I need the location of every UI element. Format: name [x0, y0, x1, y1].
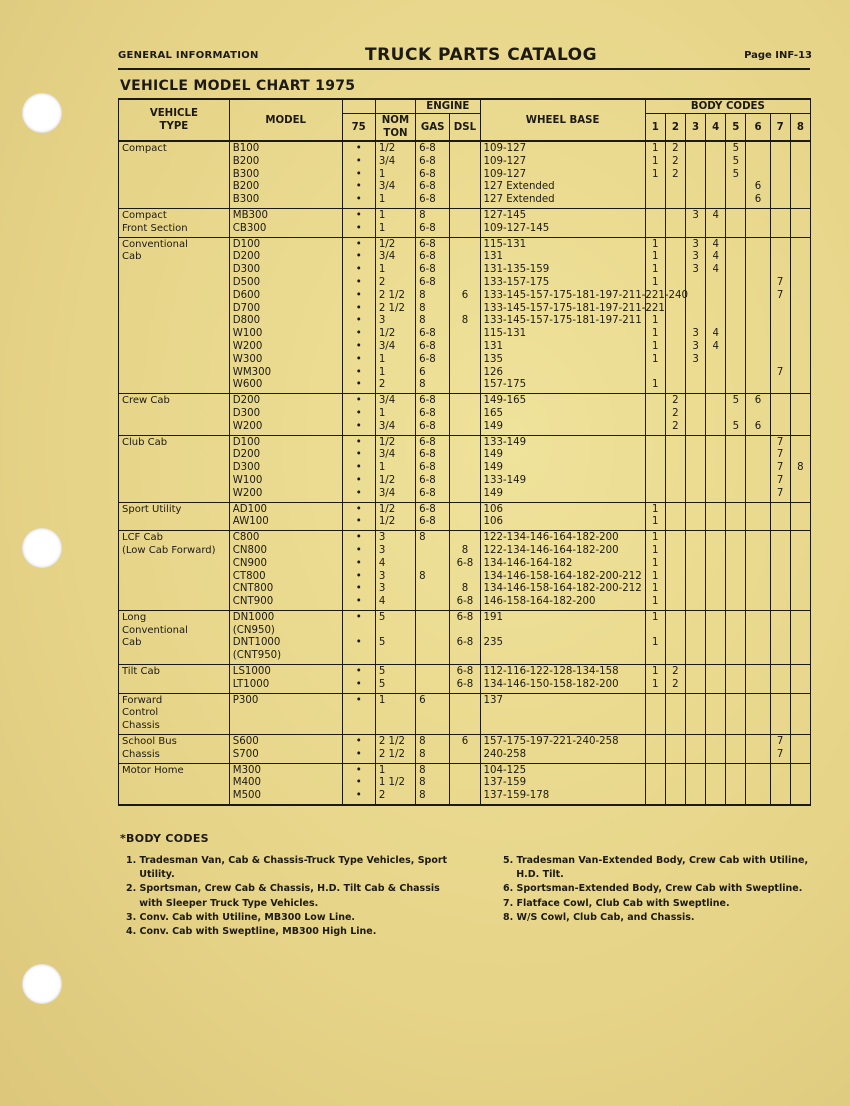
dsl-cell: 6 — [450, 735, 480, 764]
model-cell: DN1000 (CN950) DNT1000 (CNT950) — [229, 610, 342, 664]
body-code-cell: 6 6 — [746, 394, 770, 435]
body-code-cell — [706, 610, 726, 664]
body-code-cell — [746, 693, 770, 734]
gas-cell: 6-8 6-8 — [416, 502, 450, 531]
footnote-item: 3. Conv. Cab with Utiline, MB300 Low Line. — [126, 911, 356, 923]
body-code-cell — [685, 435, 705, 502]
body-code-cell — [790, 763, 810, 805]
body-code-header: 8 — [790, 114, 810, 142]
vehicle-type-cell: Motor Home — [119, 763, 230, 805]
model-cell: P300 — [229, 693, 342, 734]
chart-title: VEHICLE MODEL CHART 1975 — [120, 78, 356, 94]
body-code-cell — [706, 693, 726, 734]
body-code-cell — [706, 735, 726, 764]
year-75-cell: • • — [342, 665, 375, 694]
dsl-cell: 6 8 — [450, 237, 480, 394]
body-code-cell — [770, 502, 790, 531]
dsl-header: DSL — [450, 114, 480, 142]
body-code-cell — [726, 763, 746, 805]
vehicle-type-cell: Compact Front Section — [119, 208, 230, 237]
body-code-header: 5 — [726, 114, 746, 142]
vehicle-type-cell: Tilt Cab — [119, 665, 230, 694]
body-code-cell — [665, 693, 685, 734]
vehicle-type-header: VEHICLE TYPE — [119, 99, 230, 141]
dsl-cell — [450, 394, 480, 435]
body-code-cell — [685, 763, 705, 805]
nom-ton-cell: 2 1/2 2 1/2 — [375, 735, 415, 764]
gas-cell: 6 — [416, 693, 450, 734]
nom-ton-cell: 1 — [375, 693, 415, 734]
dsl-cell: 6-8 6-8 — [450, 665, 480, 694]
model-cell: MB300 CB300 — [229, 208, 342, 237]
nom-ton-header: NOM TON — [375, 114, 415, 142]
body-code-cell — [790, 237, 810, 394]
gas-cell: 8 8 — [416, 735, 450, 764]
vehicle-type-cell: Conventional Cab — [119, 237, 230, 394]
body-code-cell: 7 7 7 — [770, 237, 790, 394]
wheel-base-header: WHEEL BASE — [480, 99, 645, 141]
footnote-item: 5. Tradesman Van-Extended Body, Crew Cab with Utiline, H.D. Tilt. — [503, 855, 809, 881]
body-code-cell: 4 4 4 4 4 — [706, 237, 726, 394]
wheel-base-cell: 133-149 149 149 133-149 149 — [480, 435, 645, 502]
body-code-cell — [706, 394, 726, 435]
nom-ton-cell: 1/2 3/4 1 3/4 1 — [375, 141, 415, 208]
body-code-cell — [726, 237, 746, 394]
model-header: MODEL — [229, 99, 342, 141]
nom-ton-cell: 1 1 1/2 2 — [375, 763, 415, 805]
vehicle-type-cell: Forward Control Chassis — [119, 693, 230, 734]
catalog-title: TRUCK PARTS CATALOG — [365, 45, 598, 65]
body-code-cell: 2 2 2 — [665, 141, 685, 208]
body-code-cell — [706, 435, 726, 502]
body-code-cell — [746, 435, 770, 502]
body-code-cell — [726, 502, 746, 531]
body-code-cell — [645, 208, 665, 237]
body-code-cell — [645, 435, 665, 502]
body-code-cell — [685, 735, 705, 764]
body-code-cell — [790, 502, 810, 531]
vehicle-type-cell: Crew Cab — [119, 394, 230, 435]
body-code-cell — [770, 141, 790, 208]
wheel-base-cell: 112-116-122-128-134-158 134-146-150-158-182-200 — [480, 665, 645, 694]
footnote-item: 8. W/S Cowl, Club Cab, and Chassis. — [503, 911, 695, 923]
model-cell: D100 D200 D300 D500 D600 D700 D800 W100 W200 W300 WM300 W600 — [229, 237, 342, 394]
body-code-cell — [770, 763, 790, 805]
body-code-cell — [726, 665, 746, 694]
footnote-item: 6. Sportsman-Extended Body, Crew Cab with Sweptline. — [503, 883, 803, 895]
body-code-cell: 2 2 — [665, 665, 685, 694]
body-code-cell — [685, 531, 705, 611]
nom-ton-cell: 1/2 3/4 1 1/2 3/4 — [375, 435, 415, 502]
wheel-base-cell: 157-175-197-221-240-258 240-258 — [480, 735, 645, 764]
body-code-cell — [706, 763, 726, 805]
nom-ton-cell: 5 5 — [375, 665, 415, 694]
nom-ton-cell: 3/4 1 3/4 — [375, 394, 415, 435]
body-code-cell — [770, 693, 790, 734]
model-cell: D100 D200 D300 W100 W200 — [229, 435, 342, 502]
body-code-cell — [790, 394, 810, 435]
year-75-cell: • • • • • • • • • • • • — [342, 237, 375, 394]
footnote-item: 7. Flatface Cowl, Club Cab with Sweptline. — [503, 897, 730, 909]
vehicle-type-cell: Club Cab — [119, 435, 230, 502]
body-code-cell — [790, 531, 810, 611]
model-cell: AD100 AW100 — [229, 502, 342, 531]
nom-ton-cell: 1/2 3/4 1 2 2 1/2 2 1/2 3 1/2 3/4 1 1 2 — [375, 237, 415, 394]
body-code-cell: 2 2 2 — [665, 394, 685, 435]
body-code-cell — [665, 237, 685, 394]
model-cell: B100 B200 B300 B200 B300 — [229, 141, 342, 208]
model-cell: M300 M400 M500 — [229, 763, 342, 805]
dsl-cell — [450, 502, 480, 531]
body-code-cell — [685, 141, 705, 208]
body-code-cell — [746, 208, 770, 237]
body-code-cell — [726, 208, 746, 237]
gas-cell: 6-8 6-8 6-8 6-8 6-8 — [416, 141, 450, 208]
binder-hole-bottom — [22, 964, 62, 1004]
nom-ton-cell: 1 1 — [375, 208, 415, 237]
gas-header: GAS — [416, 114, 450, 142]
table-row — [119, 763, 811, 805]
model-cell: D200 D300 W200 — [229, 394, 342, 435]
body-code-cell — [706, 141, 726, 208]
body-code-cell — [645, 394, 665, 435]
body-code-cell — [770, 531, 790, 611]
year-75-cell: • • — [342, 610, 375, 664]
body-code-cell — [790, 208, 810, 237]
body-codes-header: BODY CODES — [645, 99, 810, 114]
body-code-cell — [746, 735, 770, 764]
body-code-header: 2 — [665, 114, 685, 142]
body-code-cell: 1 1 — [645, 502, 665, 531]
dsl-cell — [450, 141, 480, 208]
nom-ton-cell: 5 5 — [375, 610, 415, 664]
body-code-cell: 3 3 3 3 3 3 — [685, 237, 705, 394]
model-cell: S600 S700 — [229, 735, 342, 764]
body-code-cell — [685, 610, 705, 664]
dsl-cell: 6-8 6-8 — [450, 610, 480, 664]
table-body — [119, 141, 811, 805]
blank-header — [342, 99, 375, 114]
body-code-cell — [665, 610, 685, 664]
year-75-cell: • • • • • — [342, 141, 375, 208]
body-code-header: 3 — [685, 114, 705, 142]
dsl-cell — [450, 693, 480, 734]
model-cell: LS1000 LT1000 — [229, 665, 342, 694]
vehicle-type-cell: LCF Cab (Low Cab Forward) — [119, 531, 230, 611]
body-code-cell — [726, 693, 746, 734]
body-code-cell — [685, 502, 705, 531]
table-row — [119, 502, 811, 531]
body-code-cell — [706, 531, 726, 611]
wheel-base-cell: 127-145 109-127-145 — [480, 208, 645, 237]
table-row — [119, 693, 811, 734]
body-code-cell — [706, 502, 726, 531]
body-code-cell — [790, 141, 810, 208]
table-row — [119, 208, 811, 237]
body-code-cell — [665, 208, 685, 237]
gas-cell: 8 8 8 — [416, 763, 450, 805]
body-code-cell — [685, 394, 705, 435]
wheel-base-cell: 109-127 109-127 109-127 127 Extended 127 Extended — [480, 141, 645, 208]
body-code-cell — [665, 763, 685, 805]
body-code-cell — [726, 435, 746, 502]
gas-cell — [416, 665, 450, 694]
body-code-cell — [665, 435, 685, 502]
dsl-cell — [450, 763, 480, 805]
vehicle-type-cell: Sport Utility — [119, 502, 230, 531]
body-code-cell — [746, 502, 770, 531]
body-code-header: 1 — [645, 114, 665, 142]
body-code-cell — [770, 394, 790, 435]
year-75-cell: • • • • • • — [342, 531, 375, 611]
section-label: GENERAL INFORMATION — [118, 50, 259, 61]
body-code-cell: 5 5 5 — [726, 141, 746, 208]
wheel-base-cell: 149-165 165 149 — [480, 394, 645, 435]
wheel-base-cell: 115-131 131 131-135-159 133-157-175 133-145-157-175-181-197-211-221-240 133-145-157-175-181-197-211-221 133-145-157-175-181-197-211 115-131 131 135 126 157-175 — [480, 237, 645, 394]
body-code-cell — [645, 693, 665, 734]
wheel-base-cell: 191 235 — [480, 610, 645, 664]
body-code-cell: 1 1 1 1 1 1 — [645, 531, 665, 611]
wheel-base-cell: 104-125 137-159 137-159-178 — [480, 763, 645, 805]
wheel-base-cell: 137 — [480, 693, 645, 734]
vehicle-type-cell: School Bus Chassis — [119, 735, 230, 764]
table-row — [119, 665, 811, 694]
gas-cell: 6-8 6-8 6-8 6-8 6-8 — [416, 435, 450, 502]
body-code-cell — [726, 610, 746, 664]
body-code-cell — [665, 502, 685, 531]
body-code-cell — [790, 735, 810, 764]
body-code-cell: 6 6 — [746, 141, 770, 208]
body-code-cell — [746, 610, 770, 664]
footnotes-right-column — [503, 854, 823, 925]
year-75-cell: • • — [342, 502, 375, 531]
footnote-item: 1. Tradesman Van, Cab & Chassis-Truck Type Vehicles, Sport Utility. — [126, 855, 448, 881]
body-code-cell — [665, 735, 685, 764]
footnotes-title: *BODY CODES — [120, 832, 209, 845]
body-code-cell — [790, 665, 810, 694]
dsl-cell — [450, 435, 480, 502]
body-code-cell: 3 — [685, 208, 705, 237]
body-code-cell — [770, 610, 790, 664]
gas-cell — [416, 610, 450, 664]
year-75-cell: • • • • • — [342, 435, 375, 502]
body-code-cell: 8 — [790, 435, 810, 502]
body-code-cell: 1 1 1 1 1 1 1 1 1 — [645, 237, 665, 394]
year-75-header: 75 — [342, 114, 375, 142]
binder-hole-middle — [22, 528, 62, 568]
gas-cell: 6-8 6-8 6-8 — [416, 394, 450, 435]
body-code-cell — [770, 208, 790, 237]
body-code-cell — [645, 735, 665, 764]
body-code-header: 4 — [706, 114, 726, 142]
nom-ton-cell: 1/2 1/2 — [375, 502, 415, 531]
vehicle-model-table — [118, 98, 811, 806]
body-code-cell — [665, 531, 685, 611]
nom-ton-cell: 3 3 4 3 3 4 — [375, 531, 415, 611]
body-codes-footnotes — [120, 832, 820, 938]
body-code-cell — [746, 665, 770, 694]
table-row — [119, 435, 811, 502]
wheel-base-cell: 122-134-146-164-182-200 122-134-146-164-182-200 134-146-164-182 134-146-158-164-182-200-212 134-146-158-164-182-200-212 146-158-164-182-200 — [480, 531, 645, 611]
dsl-cell — [450, 208, 480, 237]
year-75-cell: • • • — [342, 763, 375, 805]
body-code-cell — [726, 531, 746, 611]
gas-cell: 8 8 — [416, 531, 450, 611]
body-code-cell: 7 7 — [770, 735, 790, 764]
body-code-cell — [645, 763, 665, 805]
body-code-cell — [790, 610, 810, 664]
footnote-item: 2. Sportsman, Crew Cab & Chassis, H.D. Tilt Cab & Chassis with Sleeper Truck Type Vehicles. — [126, 883, 440, 909]
header-rule — [118, 68, 810, 70]
body-code-cell: 1 1 1 — [645, 141, 665, 208]
vehicle-type-cell: Compact — [119, 141, 230, 208]
table-row — [119, 141, 811, 208]
footnote-item: 4. Conv. Cab with Sweptline, MB300 High Line. — [126, 926, 377, 938]
body-code-cell — [770, 665, 790, 694]
table-row — [119, 531, 811, 611]
wheel-base-cell: 106 106 — [480, 502, 645, 531]
gas-cell: 8 6-8 — [416, 208, 450, 237]
year-75-cell: • • — [342, 735, 375, 764]
dsl-cell: 8 6-8 8 6-8 — [450, 531, 480, 611]
year-75-cell: • • — [342, 208, 375, 237]
year-75-cell: • • • — [342, 394, 375, 435]
table-row — [119, 610, 811, 664]
blank-header — [375, 99, 415, 114]
body-code-cell: 7 7 7 7 7 — [770, 435, 790, 502]
year-75-cell: • — [342, 693, 375, 734]
body-code-cell: 4 — [706, 208, 726, 237]
body-code-header: 6 — [746, 114, 770, 142]
body-code-cell — [685, 665, 705, 694]
gas-cell: 6-8 6-8 6-8 6-8 8 8 8 6-8 6-8 6-8 6 8 — [416, 237, 450, 394]
table-row — [119, 735, 811, 764]
body-code-cell — [746, 531, 770, 611]
footnotes-left-column — [126, 854, 456, 939]
body-code-cell: 1 1 — [645, 610, 665, 664]
binder-hole-top — [22, 93, 62, 133]
vehicle-type-cell: Long Conventional Cab — [119, 610, 230, 664]
model-cell: C800 CN800 CN900 CT800 CNT800 CNT900 — [229, 531, 342, 611]
body-code-cell — [685, 693, 705, 734]
body-code-cell — [726, 735, 746, 764]
table-row — [119, 394, 811, 435]
body-code-cell: 5 5 — [726, 394, 746, 435]
body-code-cell — [790, 693, 810, 734]
engine-header: ENGINE — [416, 99, 480, 114]
body-code-cell — [746, 763, 770, 805]
page-number: Page INF-13 — [744, 50, 812, 61]
body-code-cell — [746, 237, 770, 394]
body-code-header: 7 — [770, 114, 790, 142]
body-code-cell — [706, 665, 726, 694]
table-row — [119, 237, 811, 394]
body-code-cell: 1 1 — [645, 665, 665, 694]
